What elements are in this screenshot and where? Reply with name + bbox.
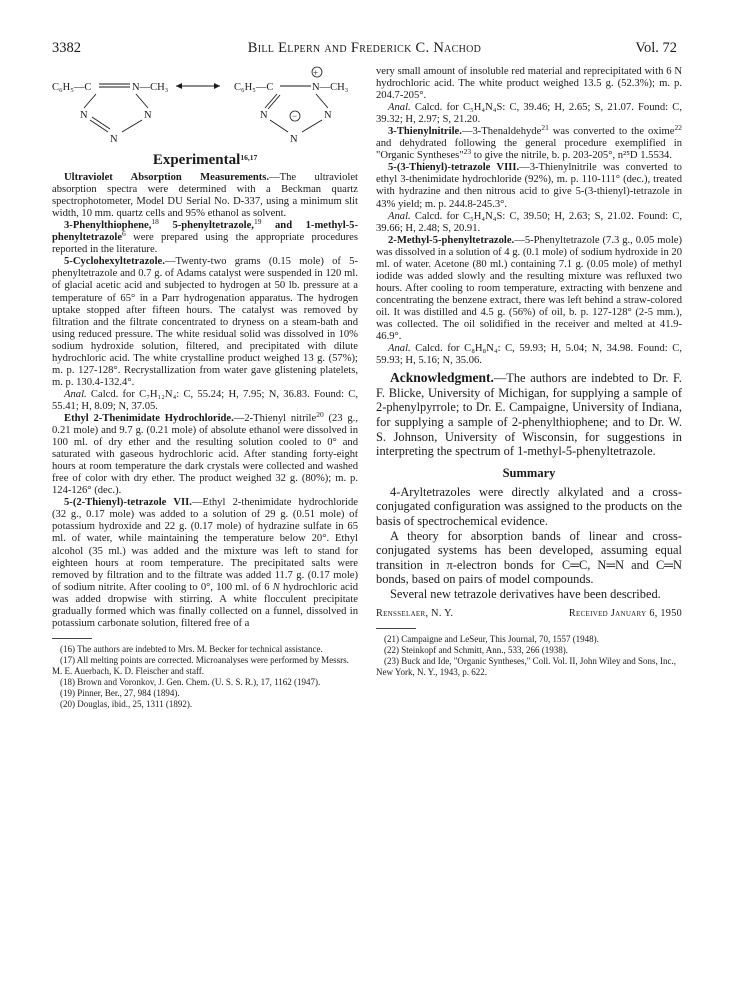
acknowledgment-section xyxy=(376,371,682,459)
left-ring-n2: N xyxy=(144,110,152,121)
footnote-rule xyxy=(52,638,92,639)
methyl-phenyltetrazole-paragraph: 2-Methyl-5-phenyltetrazole.—5-Phenyltetrazole (7.3 g., 0.05 mole) was dissolved in a solution of 4 g. (0.1 mole) of sodium hydroxide in 20 ml. of water. Acetone (80 ml.) containing 7.1 g. (0.05 mole) of methyl iodide was added slowly and the resulting mixture was refluxed two hours. After cooling to room temperature, extracting with benzene and concentrating the benzene extract, there was left behind a straw-colored oil. It was distilled and 4.5 g. (56%) of oil, b. p. 127-128° (2-5 mm.), was collected. The oil solidified in the receiver and melted at 41.9-46.9°. xyxy=(376,234,683,343)
received-date: Received January 6, 1950 xyxy=(568,607,682,619)
left-ring-n3: N xyxy=(110,134,118,145)
footnotes-left xyxy=(52,644,358,710)
summary-paragraph-1: 4-Aryltetrazoles were directly alkylated and a cross-conjugated configuration was assigned to the products on the basis of spectrochemical evidence. xyxy=(376,484,682,528)
footnote-18: (18) Brown and Voronkov, J. Gen. Chem. (U. S. S. R.), 17, 1162 (1947). xyxy=(60,676,321,687)
acknowledgment-paragraph: Acknowledgment.—The authors are indebted to Dr. F. F. Blicke, University of Michigan, for supplying a sample of 2-phenylpyrrole; to Dr. E. Campaigne, University of Indiana, for supplying a sample of 2-phenylthiophene; and to Dr. W. S. Johnson, University of Wisconsin, for suggestions in interpreting the spectrum of 1-methyl-5-phenyltetrazole. xyxy=(376,370,682,459)
volume-label: Vol. 72 xyxy=(635,40,677,56)
footnote-22: (22) Steinkopf and Schmitt, Ann., 533, 266 (1938). xyxy=(384,644,568,655)
right-structure-group: C₆H₅—C xyxy=(234,82,274,93)
received-line xyxy=(376,608,682,620)
left-structure-group: C₆H₅—C xyxy=(52,82,92,93)
cyclohexyl-paragraph: 5-Cyclohexyltetrazole.—Twenty-two grams (0.15 mole) of 5-phenyltetrazole and 0.7 g. of Adams catalyst were suspended in 120 ml. of glacial acetic acid and subjected to hydrogen at 50 lb. pressure at a temperature of 65° in a Parr hydrogenation apparatus. The hydrogen uptake stopped after fifteen hours. The catalyst was removed by filtration and the filtrate concentrated to dryness on a steam-bath and using reduced pressure. The white residual solid was dissolved in 10% sodium hydroxide solution, filtered, and precipitated with dilute hydrochloric acid. The white crystalline product weighed 13 g. (57%); m. p. 127-128°. Recrystallization from water gave glistening platelets, m. p. 130.4-132.4°. xyxy=(52,256,358,388)
tetrazole-resonance-structures xyxy=(52,66,358,150)
right-ring-n1: N xyxy=(260,110,268,121)
footnote-21: (21) Campaigne and LeSeur, This Journal, 70, 1557 (1948). xyxy=(384,633,599,644)
plus-charge: + xyxy=(313,68,319,78)
minus-charge: − xyxy=(292,111,298,121)
analysis-2: Anal. Calcd. for C₅H₄N₄S: C, 39.50; H, 2.63; S, 21.02. Found: C, 39.66; H, 2.48; S, 20.91. xyxy=(376,210,682,234)
ethyl-thenimidate-paragraph: Ethyl 2-Thenimidate Hydrochloride.—2-Thienyl nitrile$^{20}$ (23 g., 0.21 mole) and 9.7 g. (0.21 mole) of absolute ethanol were dissolved in 100 ml. of dry ether and the resulting solution cooled to 0° and saturated with gaseous hydrochloric acid. After standing forty-eight hours at room temperature the dark crystals were collected and washed free of color with dry ether. The product weighed 32 g. (80%); m. p. 124-126° (dec.). xyxy=(52,409,358,497)
thienyl3-tetrazole-paragraph: 5-(3-Thienyl)-tetrazole VIII.—3-Thienylnitrile was converted to ethyl 3-thenimidate hydrochloride (92%), m. p. 110-111° (dec.), treated with hydrazine and then nitrous acid to give 5-(3-thienyl)-tetrazole in 43% yield; m. p. 244.8-245.3°. xyxy=(376,162,682,210)
footnote-23: (23) Buck and Ide, "Organic Syntheses," Coll. Vol. II, John Wiley and Sons, Inc., New York, N. Y., 1943, p. 622. xyxy=(376,655,677,677)
left-ring-n1: N xyxy=(80,110,88,121)
footnote-19: (19) Pinner, Ber., 27, 984 (1894). xyxy=(60,687,180,698)
right-column xyxy=(376,66,682,678)
left-structure-nmethyl: N—CH₃ xyxy=(132,82,169,93)
right-structure-nmethyl: N—CH₃ xyxy=(312,82,349,93)
right-ring-n2: N xyxy=(324,110,332,121)
analysis-3: Anal. Calcd. for C₈H₈N₄: C, 59.93; H, 5.04; N, 34.98. Found: C, 59.93; H, 5.16; N, 35.06. xyxy=(376,343,682,367)
thienyl2-tetrazole-paragraph: 5-(2-Thienyl)-tetrazole VII.—Ethyl 2-thenimidate hydrochloride (32 g., 0.17 mole) was added to a solution of 29 g. (0.51 mole) of potassium hydroxide and 22 g. (0.17 mole) of hydrazine sulfate in 65 ml. of water, while maintaining the temperature below 20°. Ethyl alcohol (35 ml.) was added and the mixture was left to stand for eighteen hours at room temperature. The precipitated salts were removed by filtration and to the filtrate was added 11.7 g. (0.17 mole) of sodium nitrite. After cooling to 0°, 100 ml. of 6 N hydrochloric acid was added dropwise with stirring. A white flocculent precipitate gradually formed which was finally collected on a funnel, dissolved in potassium carbonate solution, filtered free of a xyxy=(52,497,358,629)
location: Rensselaer, N. Y. xyxy=(376,607,454,619)
summary-paragraph-2: A theory for absorption bands of linear and cross-conjugated systems has been developed, assuming equal transition in π-electron bonds for C═C, N═N and C═N bonds, based on pairs of model compounds. xyxy=(376,528,682,587)
thienylnitrile-paragraph: 3-Thienylnitrile.—3-Thenaldehyde$^{21}$ was converted to the oxime$^{22}$ and dehydrated following the general procedure exemplified in "Organic Syntheses"$^{23}$ to give the nitrile, b. p. 203-205°, n²⁵D 1.5534. xyxy=(376,123,682,162)
footnotes-right xyxy=(376,634,682,678)
right-ring-n3: N xyxy=(290,134,298,145)
footnote-20: (20) Douglas, ibid., 25, 1311 (1892). xyxy=(60,698,193,709)
summary-section xyxy=(376,485,682,602)
footnote-16: (16) The authors are indebted to Mrs. M. Becker for technical assistance. xyxy=(60,643,323,654)
running-header xyxy=(52,40,677,60)
cyclohexyl-analysis: Anal. Calcd. for C₇H₁₂N₄: C, 55.24; H, 7.95; N, 36.83. Found: C, 55.41; H, 8.09; N, 37.05. xyxy=(52,388,358,412)
footnote-rule-right xyxy=(376,628,416,629)
summary-heading: Summary xyxy=(502,465,556,480)
experimental-heading: Experimental$^{16,17}$ xyxy=(152,152,258,168)
phenyl-paragraph: 3-Phenylthiophene,$^{18}$ 5-phenyltetrazole,$^{19}$ and 1-methyl-5-phenyltetrazole$^6$ were prepared using the appropriate procedures reported in the literature. xyxy=(52,217,359,256)
running-authors: Bill Elpern and Frederick C. Nachod xyxy=(247,40,482,56)
summary-paragraph-3: Several new tetrazole derivatives have been described. xyxy=(390,586,661,601)
footnote-17: (17) All melting points are corrected. Microanalyses were performed by Messrs. M. E. Auerbach, K. D. Fleischer and staff. xyxy=(52,654,349,676)
resonance-scheme xyxy=(52,66,358,150)
uv-paragraph: Ultraviolet Absorption Measurements.—The ultraviolet absorption spectra were determined with a Beckman quartz spectrophotometer, Model DU Serial No. D-337, using a minimum slit width, 10 mm. quartz cells and 95% ethanol as solvent. xyxy=(52,172,358,220)
left-column xyxy=(52,66,358,710)
analysis-1: Anal. Calcd. for C₅H₄N₄S: C, 39.46; H, 2.65; S, 21.07. Found: C, 39.32; H, 2.97; S, 21.20. xyxy=(376,102,682,126)
page-number: 3382 xyxy=(52,40,81,56)
continued-paragraph: very small amount of insoluble red material and reprecipitated with 6 N hydrochloric acid. The white product weighed 13.5 g. (52.3%); m. p. 204.7-205°. xyxy=(376,66,682,102)
